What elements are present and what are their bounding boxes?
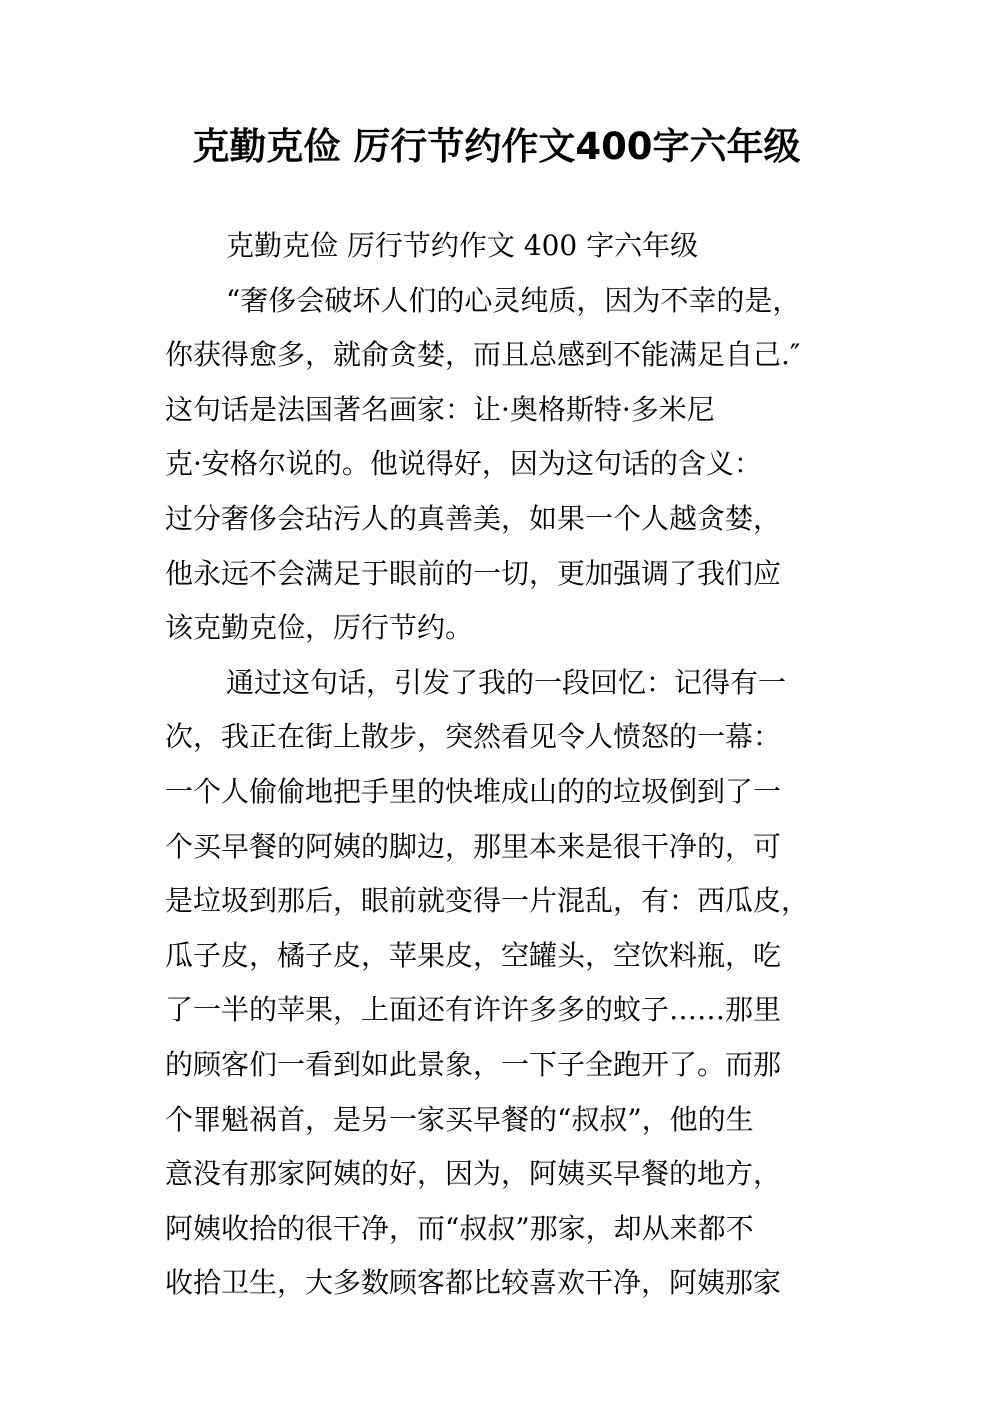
paragraph-line: 次，我正在街上散步，突然看见令人愤怒的一幕：	[165, 720, 782, 754]
paragraph-line: 了一半的苹果，上面还有许许多多的蚊子……那里	[165, 993, 782, 1027]
paragraph-line: 个买早餐的阿姨的脚边，那里本来是很干净的，可	[165, 829, 782, 863]
document-title: 克勤克俭 厉行节约作文400字六年级	[192, 125, 801, 168]
paragraph-line: 你获得愈多，就俞贪婪，而且总感到不能满足自己.″	[165, 338, 801, 372]
paragraph-line: 意没有那家阿姨的好，因为，阿姨买早餐的地方，	[165, 1157, 782, 1191]
paragraph-line: 过分奢侈会玷污人的真善美，如果一个人越贪婪，	[165, 501, 782, 535]
paragraph-line: 这句话是法国著名画家：让·奥格斯特·多米尼	[165, 392, 715, 426]
paragraph-line: 克·安格尔说的。他说得好，因为这句话的含义：	[165, 447, 762, 481]
paragraph-line: 通过这句话，引发了我的一段回忆：记得有一	[226, 665, 787, 699]
paragraph-line: 他永远不会满足于眼前的一切，更加强调了我们应	[165, 556, 782, 590]
paragraph-line: 收拾卫生，大多数顾客都比较喜欢干净，阿姨那家	[165, 1266, 782, 1300]
paragraph-line: 阿姨收拾的很干净，而“叔叔”那家，却从来都不	[165, 1211, 754, 1245]
paragraph-line: 一个人偷偷地把手里的快堆成山的的垃圾倒到了一	[165, 774, 782, 808]
document-body	[165, 219, 865, 1311]
subtitle-line: 克勤克俭 厉行节约作文 400 字六年级	[226, 229, 699, 262]
paragraph-line: 该克勤克俭，厉行节约。	[165, 611, 474, 645]
paragraph-line: 的顾客们一看到如此景象，一下子全跑开了。而那	[165, 1047, 782, 1081]
paragraph-line: 是垃圾到那后，眼前就变得一片混乱，有：西瓜皮，	[165, 884, 810, 918]
paragraph-line: 瓜子皮，橘子皮，苹果皮，空罐头，空饮料瓶，吃	[165, 938, 782, 972]
paragraph-line: “奢侈会破坏人们的心灵纯质，因为不幸的是，	[226, 283, 801, 317]
paragraph-line: 个罪魁祸首，是另一家买早餐的“叔叔”，他的生	[165, 1102, 754, 1136]
